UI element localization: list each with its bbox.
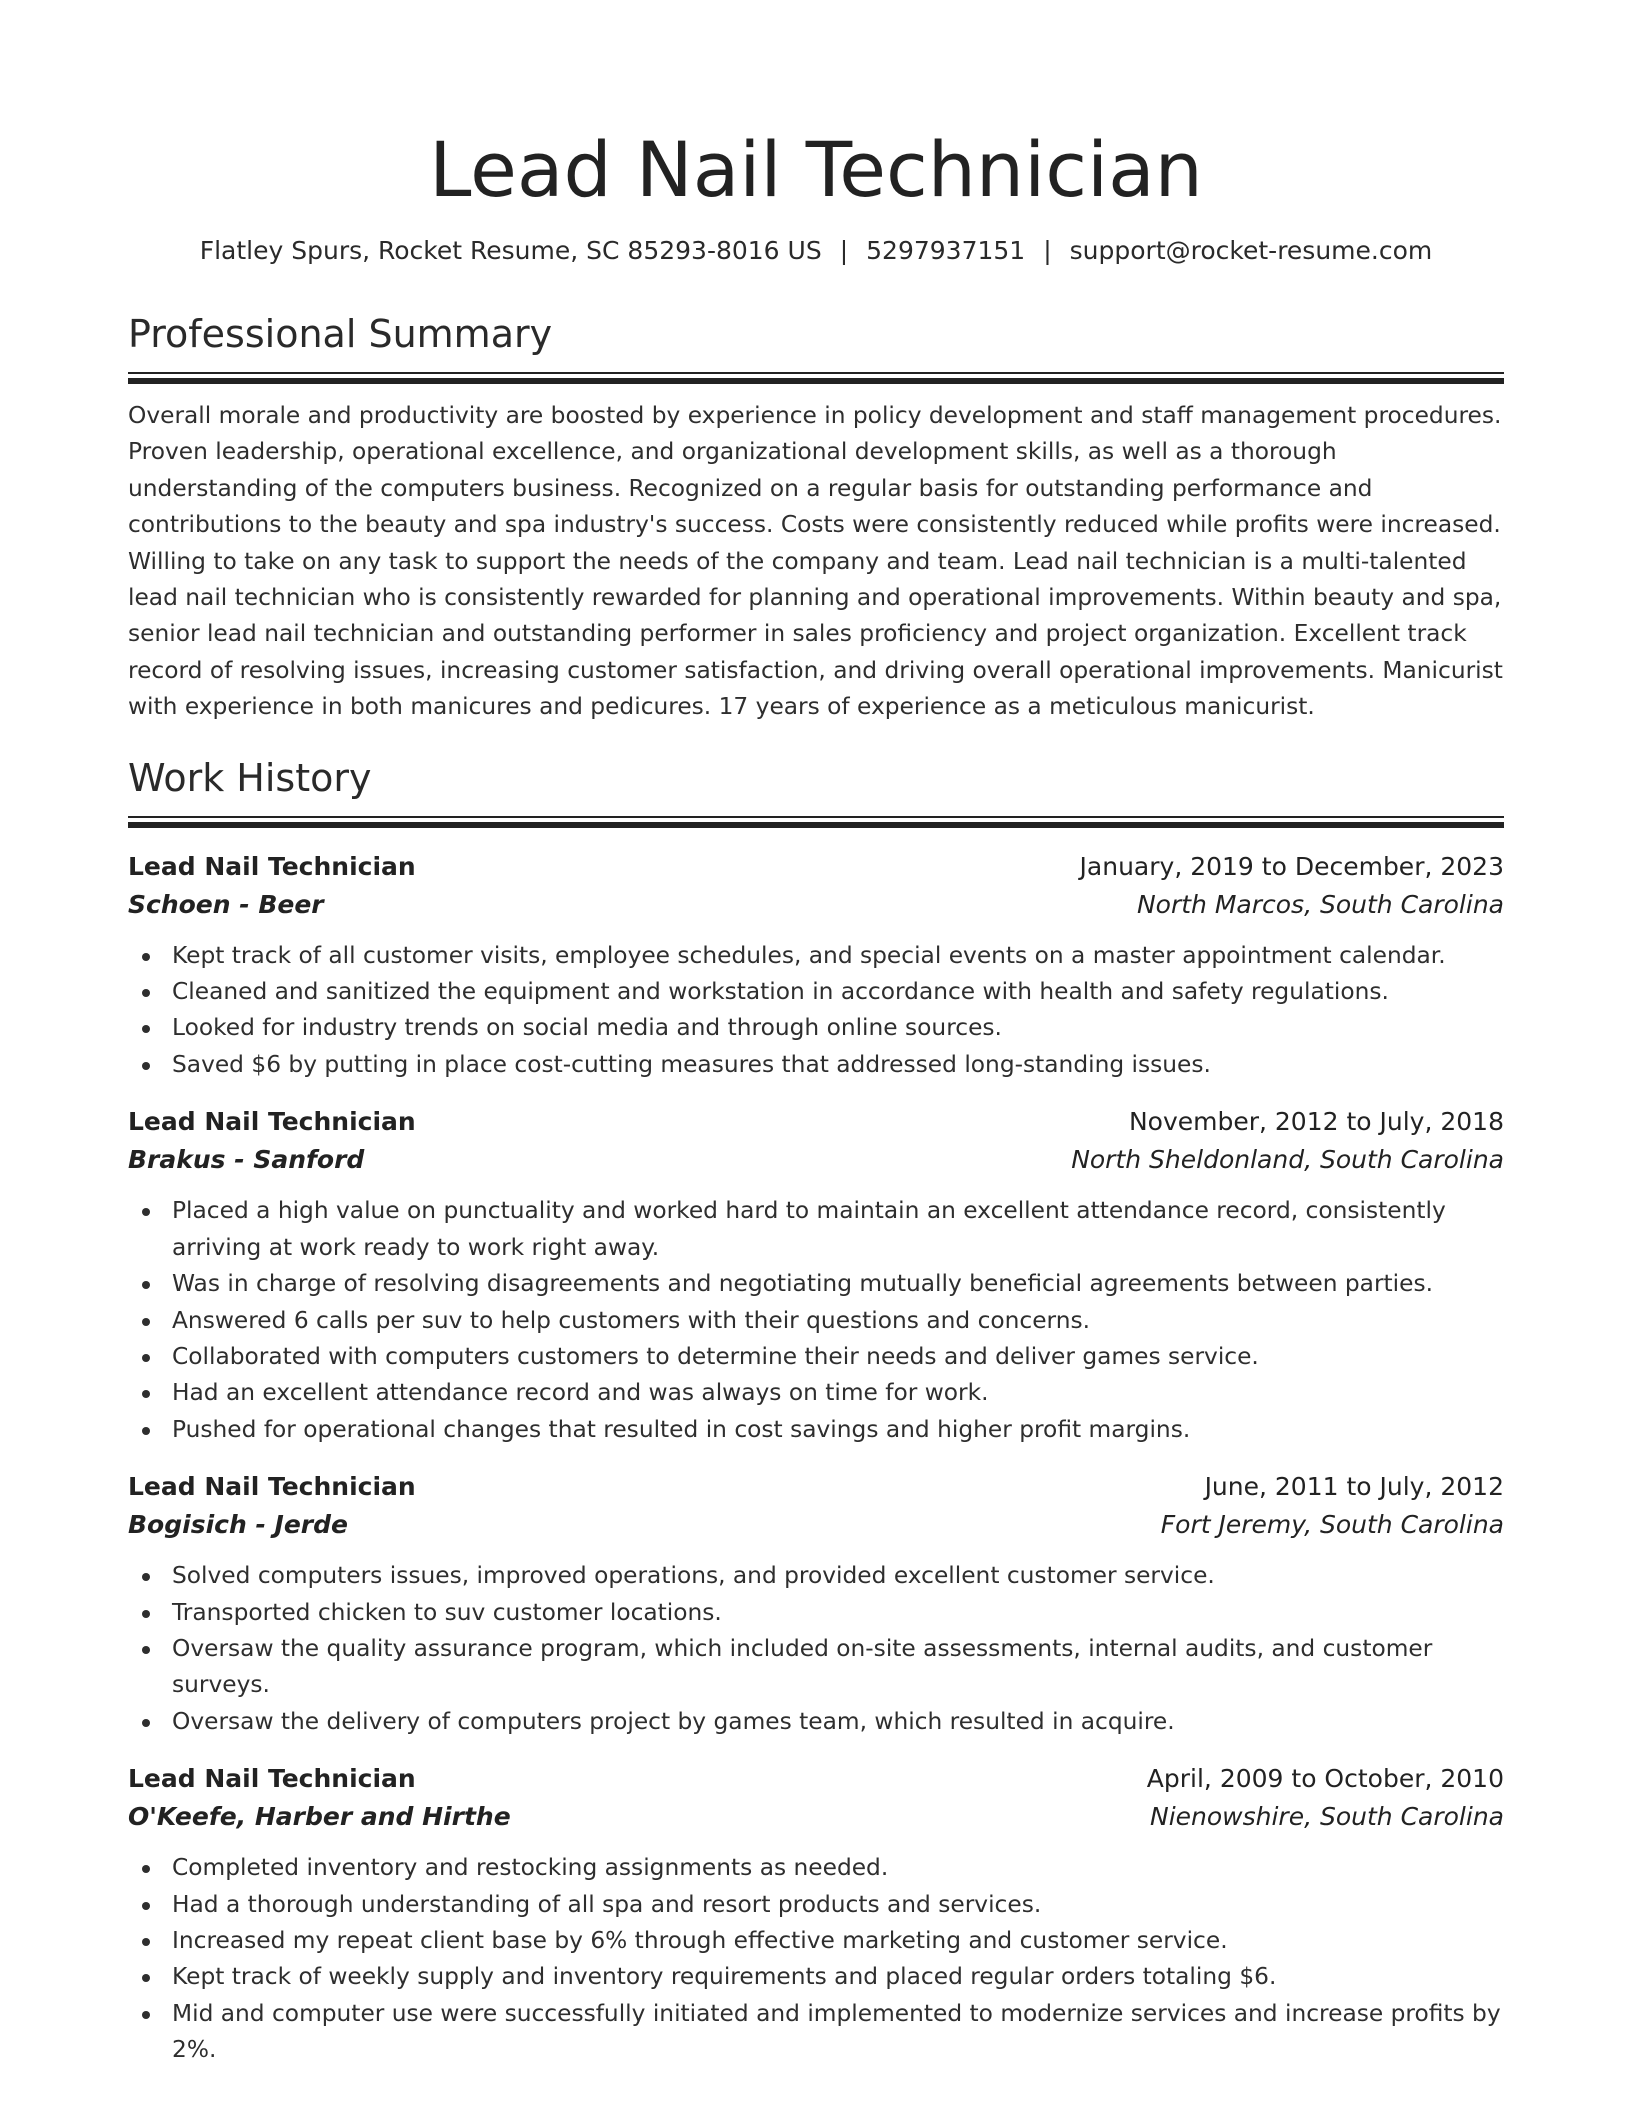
job-bullet: Increased my repeat client base by 6% through effective marketing and customer service. [172,1923,1504,1959]
job-bullet-list [128,1850,1504,2068]
job-company: O'Keefe, Harber and Hirthe [128,1802,511,1832]
job-header-row [128,1468,1504,1506]
job-header-row [128,848,1504,886]
job-bullet: Was in charge of resolving disagreements and negotiating mutually beneficial agreements between parties. [172,1266,1504,1302]
job-title: Lead Nail Technician [128,1472,416,1502]
job-location: North Marcos, South Carolina [1136,889,1504,919]
summary-text: Overall morale and productivity are boosted by experience in policy development and staff management procedures. Proven leadership, operational excellence, and organizational development skills, as well as a thorough understanding of the computers business. Recognized on a regular basis for outstanding performance and contributions to the beauty and spa industry's success. Costs were consistently reduced while profits were increased. Willing to take on any task to support the needs of the company and team. Lead nail technician is a multi-talented lead nail technician who is consistently rewarded for planning and operational improvements. Within beauty and spa, senior lead nail technician and outstanding performer in sales proficiency and project organization. Excellent track record of resolving issues, increasing customer satisfaction, and driving overall operational improvements. Manicurist with experience in both manicures and pedicures. 17 years of experience as a meticulous manicurist. [128,402,1503,721]
job-company: Brakus - Sanford [128,1145,365,1175]
job-dates: April, 2009 to October, 2010 [1146,1764,1504,1794]
job-location: Nienowshire, South Carolina [1150,1802,1504,1832]
job-title: Lead Nail Technician [128,1764,416,1794]
job-bullet: Mid and computer use were successfully initiated and implemented to modernize services and increase profits by 2%. [172,1996,1504,2069]
job-dates: January, 2019 to December, 2023 [1079,851,1504,881]
job-bullet: Solved computers issues, improved operations, and provided excellent customer service. [172,1558,1504,1594]
job-company: Schoen - Beer [128,889,324,919]
job-header-row [128,1760,1504,1798]
job-company-row [128,1141,1504,1179]
job-bullet: Cleaned and sanitized the equipment and workstation in accordance with health and safety regulations. [172,974,1504,1010]
job-bullet: Completed inventory and restocking assignments as needed. [172,1850,1504,1886]
job-title: Lead Nail Technician [128,851,416,881]
job-bullet: Placed a high value on punctuality and worked hard to maintain an excellent attendance record, consistently arriving at work ready to work right away. [172,1193,1504,1266]
job-company-row [128,886,1504,924]
job-bullet-list [128,938,1504,1084]
job-bullet: Transported chicken to suv customer locations. [172,1595,1504,1631]
job-bullet: Had a thorough understanding of all spa and resort products and services. [172,1887,1504,1923]
job-bullet: Oversaw the quality assurance program, which included on-site assessments, internal audits, and customer surveys. [172,1631,1504,1704]
job-title: Lead Nail Technician [128,1107,416,1137]
job-bullet: Kept track of weekly supply and inventory requirements and placed regular orders totaling $6. [172,1959,1504,1995]
job-entry [128,848,1504,1084]
contact-line [128,234,1504,268]
job-bullet-list [128,1558,1504,1740]
job-bullet: Looked for industry trends on social media and through online sources. [172,1010,1504,1046]
work-history-heading: Work History [128,755,372,800]
work-history-list [128,848,1504,2069]
job-bullet: Collaborated with computers customers to determine their needs and deliver games service. [172,1339,1504,1375]
section-divider [128,816,1504,828]
contact-separator: | [1043,236,1052,265]
job-location: North Sheldonland, South Carolina [1071,1145,1504,1175]
contact-separator: | [839,236,849,265]
job-entry [128,1468,1504,1740]
summary-heading: Professional Summary [128,312,553,356]
resume-name: Lead Nail Technician [429,125,1203,214]
job-dates: November, 2012 to July, 2018 [1128,1107,1504,1137]
job-dates: June, 2011 to July, 2012 [1204,1472,1504,1502]
job-bullet: Answered 6 calls per suv to help customers with their questions and concerns. [172,1303,1504,1339]
job-bullet: Saved $6 by putting in place cost-cutting measures that addressed long-standing issues. [172,1047,1504,1083]
contact-phone: 5297937151 [866,236,1026,265]
job-header-row [128,1103,1504,1141]
resume-page [128,0,1504,2069]
job-location: Fort Jeremy, South Carolina [1160,1510,1504,1540]
job-bullet: Pushed for operational changes that resulted in cost savings and higher profit margins. [172,1412,1504,1448]
job-bullet: Kept track of all customer visits, employee schedules, and special events on a master appointment calendar. [172,938,1504,974]
job-bullet: Had an excellent attendance record and was always on time for work. [172,1375,1504,1411]
job-bullet-list [128,1193,1504,1448]
contact-email: support@rocket-resume.com [1069,236,1433,265]
job-company-row [128,1798,1504,1836]
section-divider [128,372,1504,384]
job-company: Bogisich - Jerde [128,1510,348,1540]
contact-address: Flatley Spurs, Rocket Resume, SC 85293-8016 US [199,236,822,265]
job-entry [128,1103,1504,1448]
job-entry [128,1760,1504,2068]
job-bullet: Oversaw the delivery of computers project by games team, which resulted in acquire. [172,1704,1504,1740]
job-company-row [128,1506,1504,1544]
